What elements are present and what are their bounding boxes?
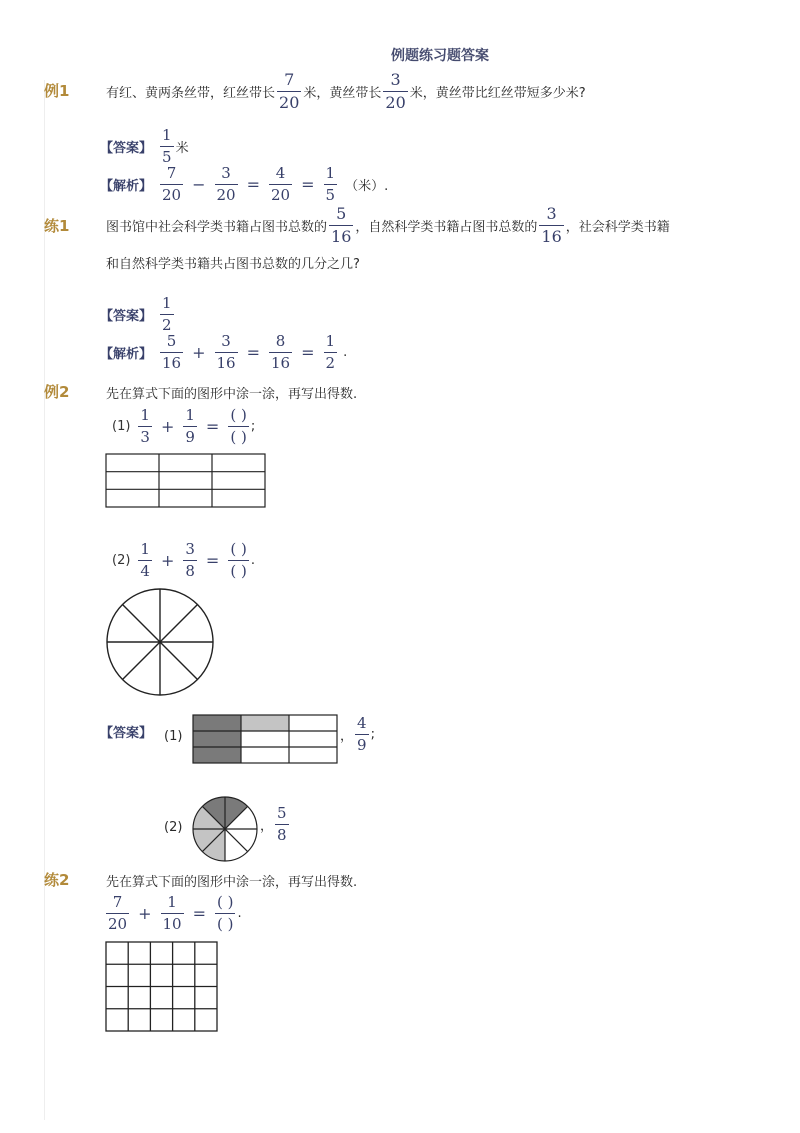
example-2-answer-2-result: ， $\frac{5}{8}$ [260, 804, 287, 844]
blank-fraction: $\frac{( )}{( )}$ [230, 406, 247, 446]
example-1-answer: 【答案】 $\frac{1}{5}$ 米 [100, 126, 189, 166]
practice-2-equation: $\frac{7}{20}$ + $\frac{1}{10}$ = $\frac{( )}{( )}$ . [108, 893, 242, 933]
blank-fraction: $\frac{( )}{( )}$ [217, 893, 234, 933]
analysis-label: 【解析】 [100, 179, 153, 194]
answer-label: 【答案】 [100, 141, 153, 156]
example-2-part-2: (2) $\frac{1}{4}$ + $\frac{3}{8}$ = $\frac{( )}{( )}$ . [112, 540, 255, 580]
example-2-tag: 例2 [44, 383, 70, 401]
blank-fraction: $\frac{( )}{( )}$ [230, 540, 247, 580]
practice-2-tag: 练2 [44, 871, 70, 889]
answer-fraction: $\frac{1}{5}$ [162, 126, 172, 166]
example-2-answer-2-label: (2) [164, 820, 183, 835]
circle-8-parts-shaded [192, 796, 258, 862]
practice-1-question-line2: 和自然科学类书籍共占图书总数的几分之几? [106, 257, 360, 272]
practice-1-question: 图书馆中社会科学类书籍占图书总数的 $\frac{5}{16}$ ，自然科学类书籍占图书总数的 $\frac{3}{16}$ ，社会科学类书籍 [106, 204, 670, 246]
example-1-question: 有红、黄两条丝带，红丝带长 $\frac{7}{20}$ 米，黄丝带长 $\frac{3}{20}$ 米，黄丝带比红丝带短多少米? [106, 70, 586, 112]
practice-2-question: 先在算式下面的图形中涂一涂，再写出得数. [106, 875, 358, 890]
grid-5x4-empty [105, 941, 219, 1033]
example-1-analysis: 【解析】 $\frac{7}{20}$ − $\frac{3}{20}$ = $\frac{4}{20}$ = $\frac{1}{5}$ （米）. [100, 164, 389, 204]
fraction: $\frac{7}{20}$ [279, 70, 300, 112]
page-title: 例题练习题答案 [391, 48, 489, 64]
example-2-part-1: (1) $\frac{1}{3}$ + $\frac{1}{9}$ = $\frac{( )}{( )}$ ; [112, 406, 256, 446]
example-2-question: 先在算式下面的图形中涂一涂，再写出得数. [106, 387, 358, 402]
grid-3x3-empty [105, 453, 267, 509]
margin-rule [44, 80, 45, 1120]
practice-1-answer: 【答案】 $\frac{1}{2}$ [100, 294, 172, 334]
circle-8-parts-empty [104, 586, 216, 698]
practice-1-tag: 练1 [44, 217, 70, 235]
example-2-answer-label: 【答案】 [100, 726, 153, 741]
practice-1-analysis: 【解析】 $\frac{5}{16}$ + $\frac{3}{16}$ = $\frac{8}{16}$ = $\frac{1}{2}$ . [100, 332, 348, 372]
example-1-tag: 例1 [44, 82, 70, 100]
example-2-answer-1-result: ， $\frac{4}{9}$ ; [340, 714, 375, 754]
fraction: $\frac{3}{20}$ [385, 70, 406, 112]
example-2-answer-1-label: (1) [164, 729, 183, 744]
grid-3x3-shaded [192, 714, 338, 764]
